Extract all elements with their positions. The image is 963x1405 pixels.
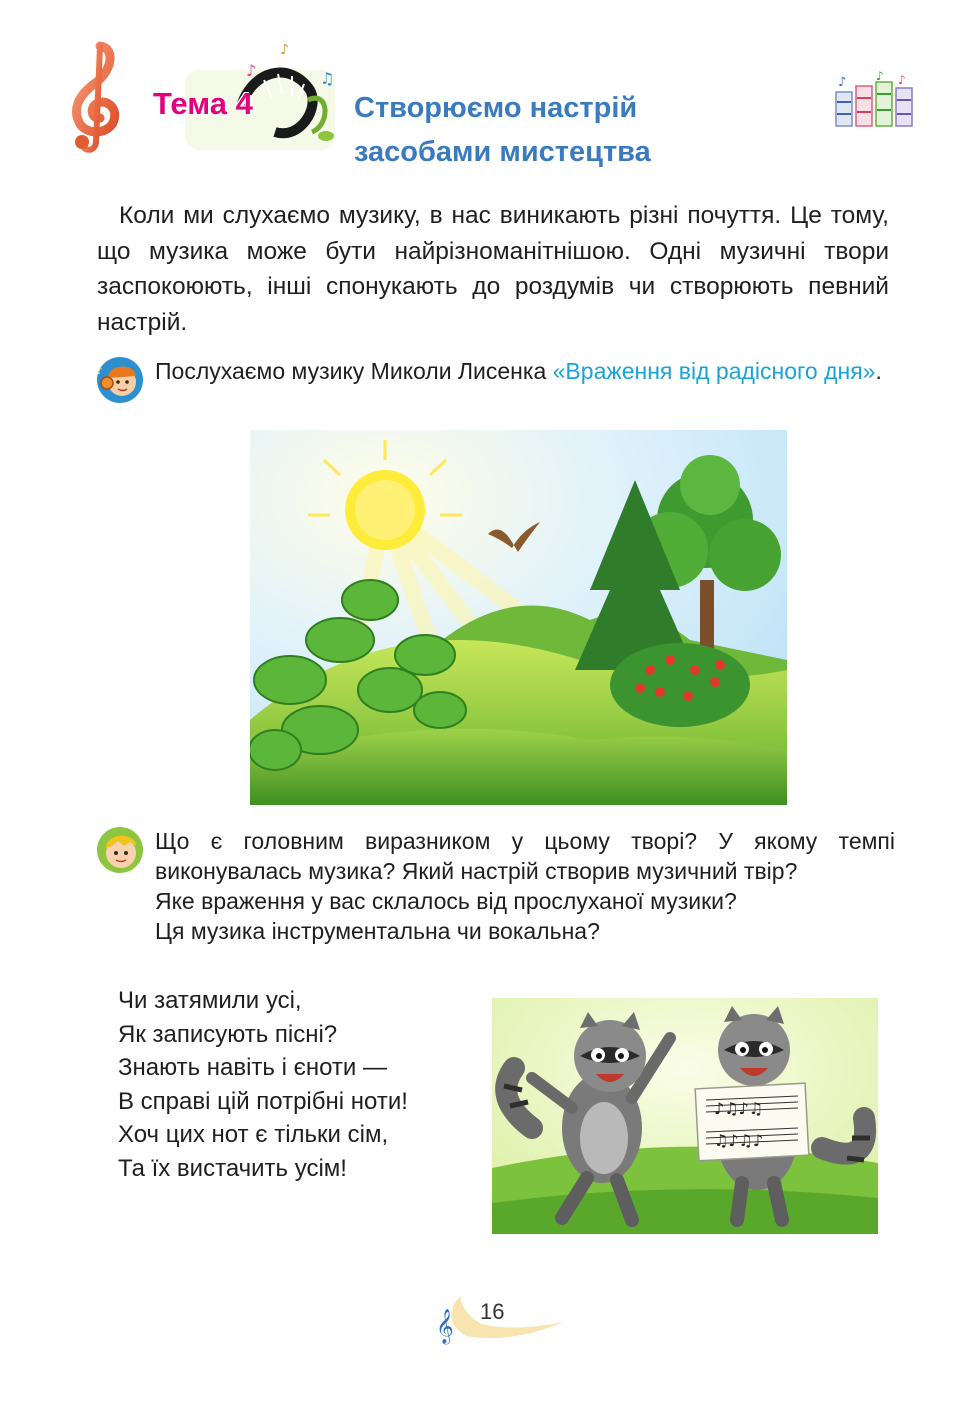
girl-headphones-icon (96, 356, 144, 404)
page-title (354, 86, 774, 174)
music-title-link[interactable]: «Враження від радісного дня» (552, 358, 876, 384)
title-line-2: засобами мистецтва (354, 136, 651, 168)
question-line: Що є головним виразником у цьому творі? У якому темпі (155, 828, 895, 854)
discussion-questions (155, 826, 895, 946)
poem-line: Знають навіть і єноти — (118, 1054, 387, 1082)
poem (118, 984, 408, 1186)
topic-number: Тема 4 (153, 86, 253, 121)
poem-line: Та їх вистачить усім! (118, 1154, 347, 1182)
question-line: Ця музика інструментальна чи вокальна? (155, 918, 600, 944)
music-books-icon (832, 70, 916, 128)
sunny-landscape-illustration (250, 430, 787, 805)
poem-line: Хоч цих нот є тільки сім, (118, 1121, 389, 1149)
treble-clef-icon (60, 38, 132, 156)
page-number: 16 (480, 1299, 505, 1324)
listening-prefix: Послухаємо музику Миколи Лисенка (155, 358, 553, 384)
title-line-1: Створюємо настрій (354, 92, 638, 124)
boy-thinking-icon (96, 826, 144, 874)
poem-line: Як записують пісні? (118, 1020, 338, 1048)
question-line: виконувалась музика? Який настрій створив музичний твір? (155, 858, 798, 884)
svg-text:♪♫♪♫: ♪♫♪♫ (714, 1099, 764, 1118)
svg-text:♪: ♪ (898, 73, 906, 87)
question-line: Яке враження у вас склалось від прослуханої музики? (155, 888, 737, 914)
raccoons-with-notes-illustration (492, 998, 878, 1234)
listening-task (155, 354, 890, 388)
intro-paragraph: Коли ми слухаємо музику, в нас виникають різні почуття. Це тому, що музика може бути найрізноманітнішою. Одні музичні твори заспокоюють, інші спонукають до роздумів чи створюють певний настрій. (97, 202, 889, 336)
svg-text:♪: ♪ (876, 70, 884, 83)
svg-text:♪: ♪ (246, 61, 257, 80)
svg-text:♪: ♪ (838, 75, 847, 90)
svg-text:♪: ♪ (97, 367, 103, 377)
svg-text:♫♪♫♪: ♫♪♫♪ (714, 1131, 764, 1150)
svg-text:♪: ♪ (280, 42, 289, 58)
poem-line: Чи затямили усі, (118, 987, 302, 1014)
listening-suffix: . (875, 358, 882, 384)
svg-text:♫: ♫ (320, 69, 335, 88)
poem-line: В справі цій потрібні ноти! (118, 1087, 408, 1115)
treble-clef-small-icon: 𝄞 (436, 1309, 454, 1344)
